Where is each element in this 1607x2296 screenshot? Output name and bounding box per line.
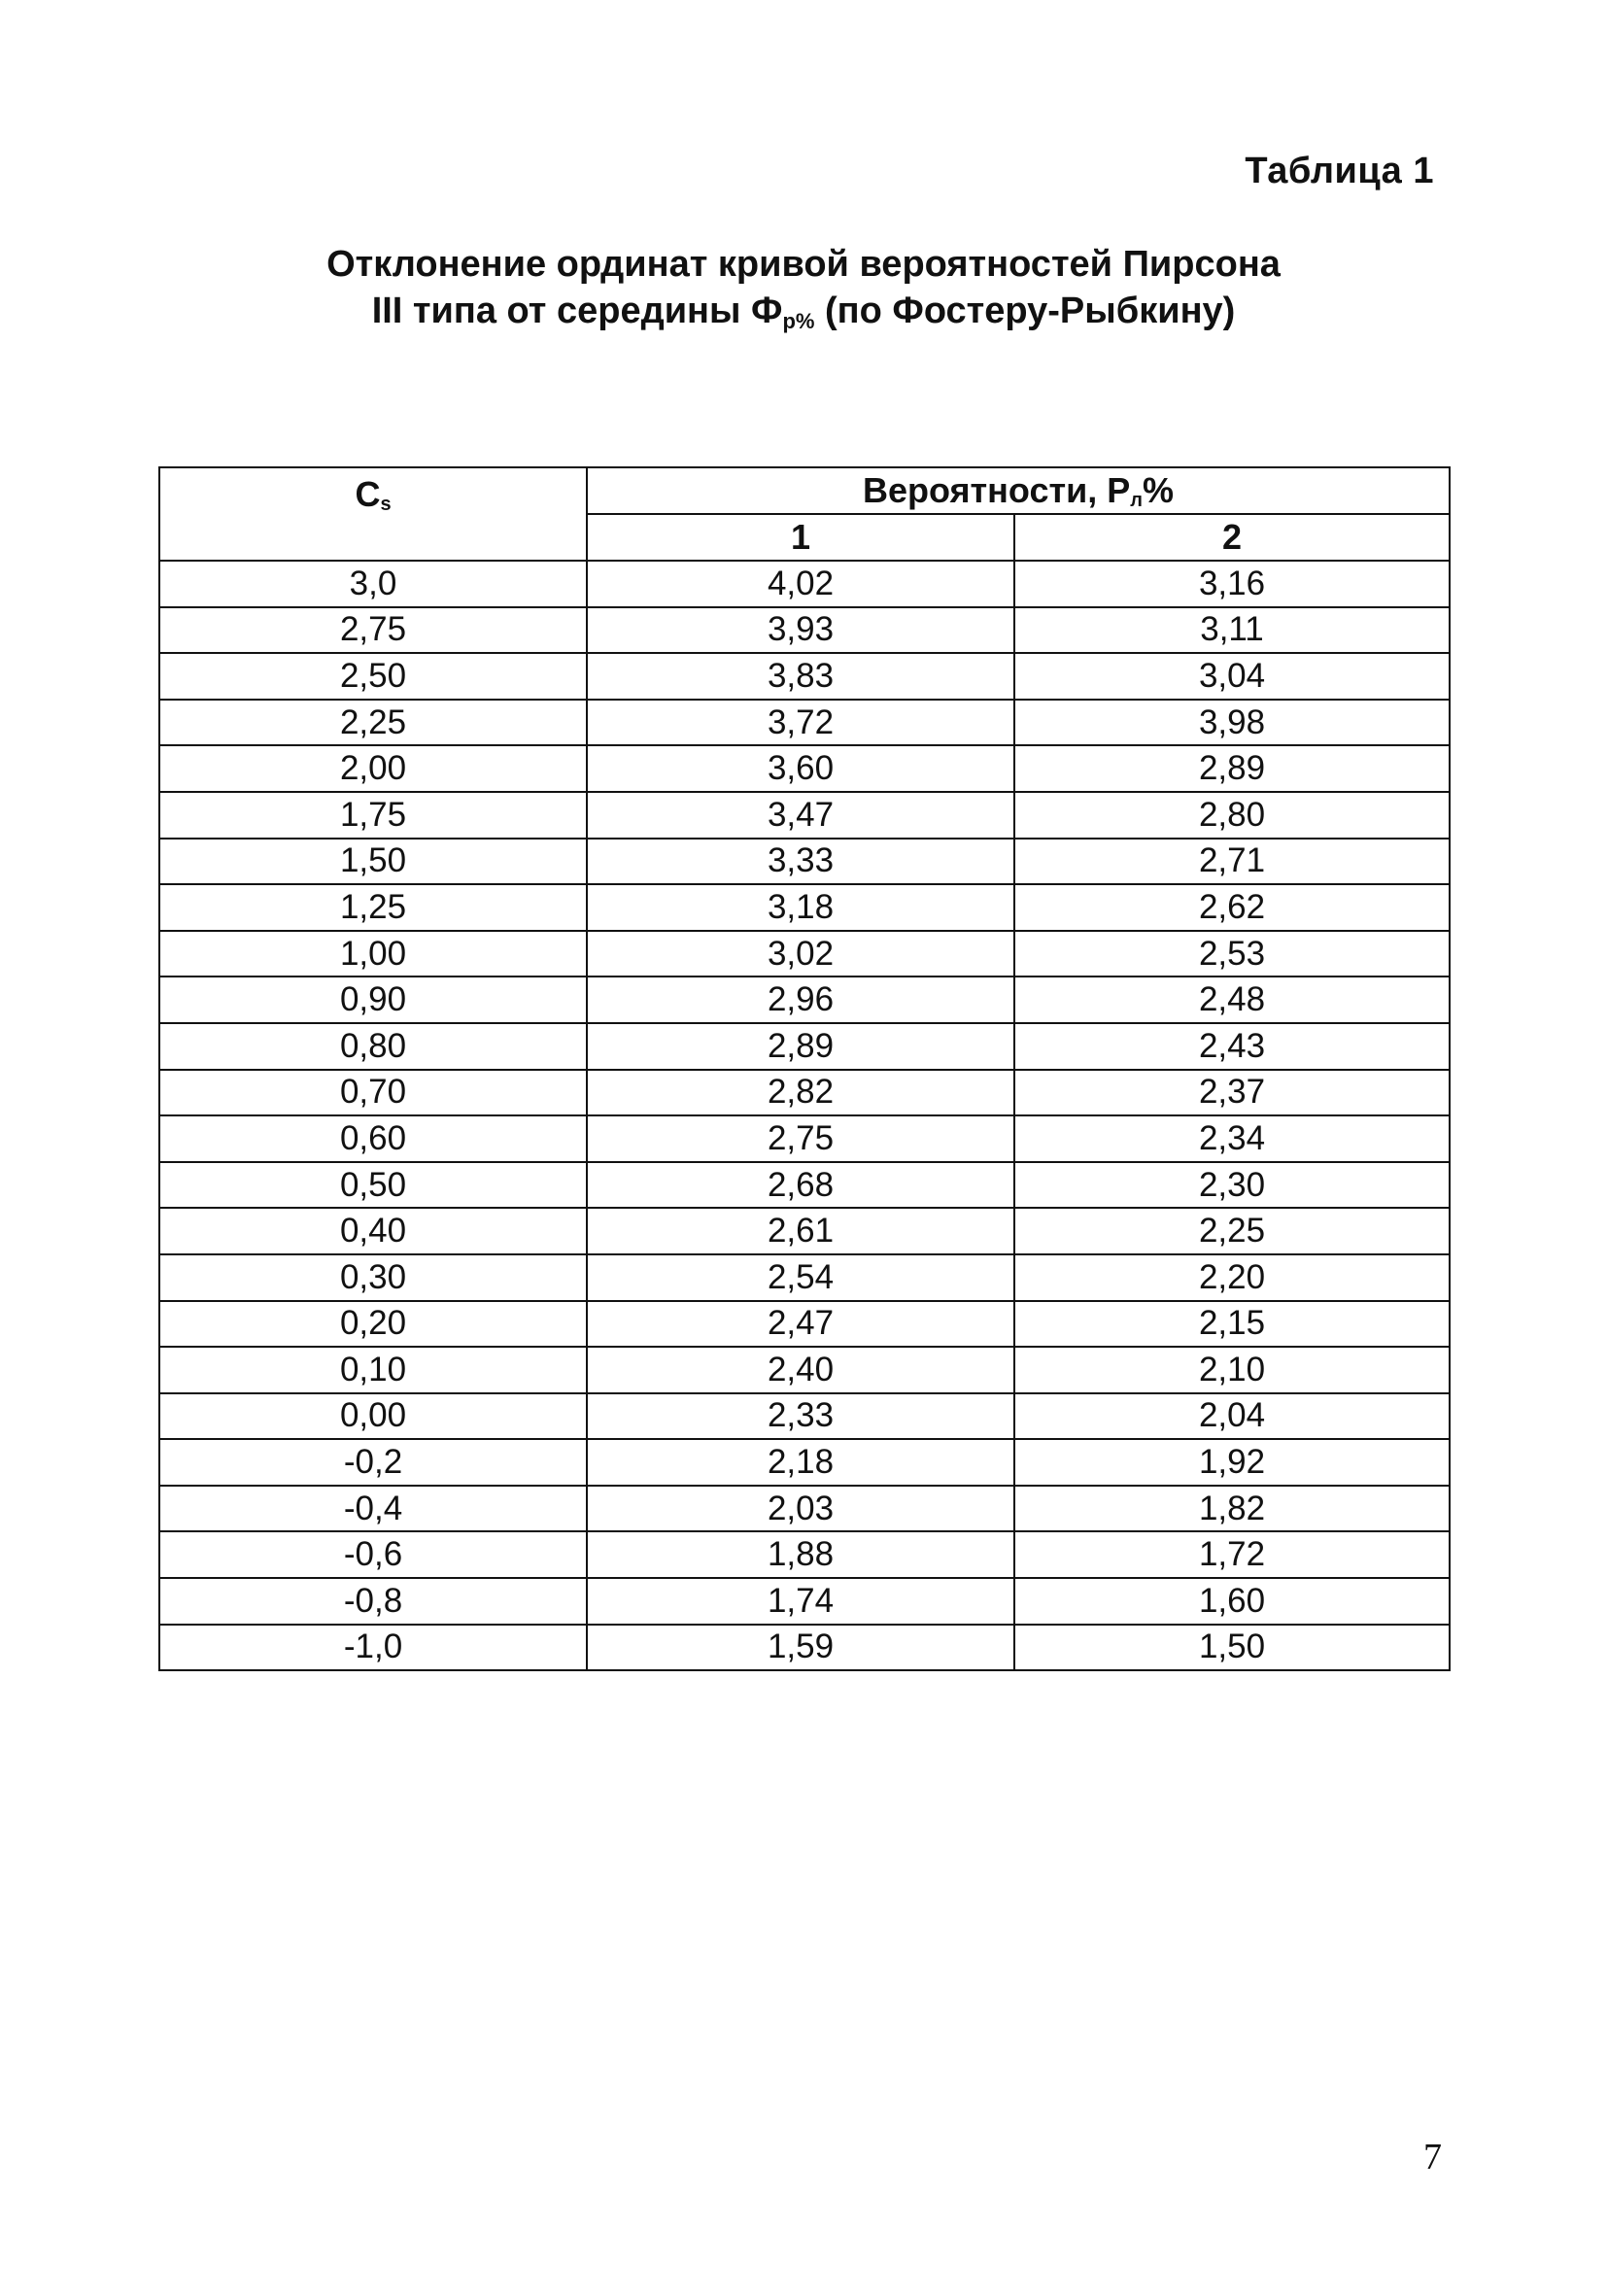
prob-2-cell: 1,72 bbox=[1014, 1531, 1450, 1578]
prob-1-cell: 2,89 bbox=[587, 1023, 1014, 1070]
prob-2-cell: 1,82 bbox=[1014, 1486, 1450, 1532]
table-row bbox=[159, 653, 1450, 700]
prob-1-cell: 3,47 bbox=[587, 792, 1014, 839]
prob-1-cell: 1,88 bbox=[587, 1531, 1014, 1578]
prob-2-cell: 1,92 bbox=[1014, 1439, 1450, 1486]
document-title bbox=[0, 241, 1607, 334]
pearson-deviation-table bbox=[158, 466, 1451, 1671]
cs-cell: 3,0 bbox=[159, 561, 587, 607]
prob-2-cell: 2,04 bbox=[1014, 1393, 1450, 1440]
prob-1-cell: 2,96 bbox=[587, 977, 1014, 1023]
title-phi-subscript: р% bbox=[782, 309, 815, 333]
table-row bbox=[159, 792, 1450, 839]
prob-2-cell: 2,34 bbox=[1014, 1115, 1450, 1162]
cs-cell: 0,40 bbox=[159, 1208, 587, 1254]
table-row bbox=[159, 700, 1450, 746]
table-row bbox=[159, 561, 1450, 607]
table-row bbox=[159, 607, 1450, 654]
prob-2-cell: 2,15 bbox=[1014, 1301, 1450, 1348]
prob-2-cell: 2,10 bbox=[1014, 1347, 1450, 1393]
prob-1-cell: 3,18 bbox=[587, 884, 1014, 931]
cs-cell: 0,90 bbox=[159, 977, 587, 1023]
prob-2-cell: 1,50 bbox=[1014, 1625, 1450, 1671]
prob-1-cell: 2,18 bbox=[587, 1439, 1014, 1486]
table-row bbox=[159, 1301, 1450, 1348]
cs-cell: 0,70 bbox=[159, 1070, 587, 1116]
cs-cell: 2,00 bbox=[159, 745, 587, 792]
table-row bbox=[159, 1115, 1450, 1162]
table-row bbox=[159, 1439, 1450, 1486]
prob-1-cell: 1,59 bbox=[587, 1625, 1014, 1671]
prob-1-cell: 2,54 bbox=[587, 1254, 1014, 1301]
table-row bbox=[159, 745, 1450, 792]
prob-1-cell: 1,74 bbox=[587, 1578, 1014, 1625]
prob-2-cell: 2,43 bbox=[1014, 1023, 1450, 1070]
prob-1-cell: 4,02 bbox=[587, 561, 1014, 607]
cs-cell: -1,0 bbox=[159, 1625, 587, 1671]
table-row bbox=[159, 884, 1450, 931]
prob-1-cell: 3,72 bbox=[587, 700, 1014, 746]
probability-col-2-header: 2 bbox=[1014, 514, 1450, 561]
table-row bbox=[159, 1531, 1450, 1578]
title-line-1: Отклонение ординат кривой вероятностей Пирсона bbox=[326, 244, 1281, 285]
prob-2-cell: 2,48 bbox=[1014, 977, 1450, 1023]
prob-2-cell: 2,80 bbox=[1014, 792, 1450, 839]
cs-cell: 1,75 bbox=[159, 792, 587, 839]
table-row bbox=[159, 1162, 1450, 1209]
cs-cell: 0,50 bbox=[159, 1162, 587, 1209]
prob-1-cell: 2,75 bbox=[587, 1115, 1014, 1162]
title-line-2 bbox=[0, 288, 1607, 334]
table-row bbox=[159, 839, 1450, 885]
prob-1-cell: 3,83 bbox=[587, 653, 1014, 700]
prob-2-cell: 2,71 bbox=[1014, 839, 1450, 885]
table-row bbox=[159, 977, 1450, 1023]
table-row bbox=[159, 1208, 1450, 1254]
prob-1-cell: 2,33 bbox=[587, 1393, 1014, 1440]
prob-1-cell: 2,03 bbox=[587, 1486, 1014, 1532]
prob-1-cell: 2,47 bbox=[587, 1301, 1014, 1348]
table-row bbox=[159, 1578, 1450, 1625]
table-row bbox=[159, 1023, 1450, 1070]
table-label: Таблица 1 bbox=[1245, 151, 1434, 191]
title-line-2-prefix: III типа от середины Ф bbox=[371, 291, 783, 331]
prob-2-cell: 2,25 bbox=[1014, 1208, 1450, 1254]
prob-2-cell: 2,37 bbox=[1014, 1070, 1450, 1116]
prob-2-cell: 2,53 bbox=[1014, 931, 1450, 977]
probability-header: Вероятности, $Р_л\%$ bbox=[587, 467, 1450, 514]
table-row bbox=[159, 1393, 1450, 1440]
cs-cell: 0,30 bbox=[159, 1254, 587, 1301]
cs-column-header: $C_s$ bbox=[159, 467, 587, 561]
prob-1-cell: 2,82 bbox=[587, 1070, 1014, 1116]
prob-2-cell: 1,60 bbox=[1014, 1578, 1450, 1625]
prob-2-cell: 2,30 bbox=[1014, 1162, 1450, 1209]
table-row bbox=[159, 1486, 1450, 1532]
prob-1-cell: 3,02 bbox=[587, 931, 1014, 977]
cs-cell: 2,75 bbox=[159, 607, 587, 654]
cs-cell: 0,60 bbox=[159, 1115, 587, 1162]
prob-1-cell: 2,61 bbox=[587, 1208, 1014, 1254]
prob-2-cell: 3,04 bbox=[1014, 653, 1450, 700]
table-body bbox=[159, 561, 1450, 1670]
cs-cell: -0,2 bbox=[159, 1439, 587, 1486]
probability-col-1-header: 1 bbox=[587, 514, 1014, 561]
table-row bbox=[159, 1625, 1450, 1671]
table-row bbox=[159, 1347, 1450, 1393]
title-line-2-suffix: (по Фостеру-Рыбкину) bbox=[814, 291, 1236, 331]
prob-2-cell: 3,16 bbox=[1014, 561, 1450, 607]
prob-1-cell: 3,93 bbox=[587, 607, 1014, 654]
prob-2-cell: 3,98 bbox=[1014, 700, 1450, 746]
prob-1-cell: 2,40 bbox=[587, 1347, 1014, 1393]
prob-2-cell: 2,89 bbox=[1014, 745, 1450, 792]
prob-2-cell: 2,62 bbox=[1014, 884, 1450, 931]
cs-cell: 0,20 bbox=[159, 1301, 587, 1348]
page-number: 7 bbox=[1423, 2137, 1442, 2177]
cs-cell: 1,50 bbox=[159, 839, 587, 885]
cs-cell: -0,4 bbox=[159, 1486, 587, 1532]
cs-cell: -0,8 bbox=[159, 1578, 587, 1625]
prob-1-cell: 3,33 bbox=[587, 839, 1014, 885]
table-row bbox=[159, 1070, 1450, 1116]
cs-cell: 1,25 bbox=[159, 884, 587, 931]
cs-cell: 0,10 bbox=[159, 1347, 587, 1393]
cs-cell: 2,50 bbox=[159, 653, 587, 700]
table-row bbox=[159, 931, 1450, 977]
table-row bbox=[159, 1254, 1450, 1301]
cs-cell: 1,00 bbox=[159, 931, 587, 977]
prob-1-cell: 3,60 bbox=[587, 745, 1014, 792]
cs-cell: -0,6 bbox=[159, 1531, 587, 1578]
prob-2-cell: 3,11 bbox=[1014, 607, 1450, 654]
cs-cell: 0,00 bbox=[159, 1393, 587, 1440]
prob-2-cell: 2,20 bbox=[1014, 1254, 1450, 1301]
cs-cell: 0,80 bbox=[159, 1023, 587, 1070]
prob-1-cell: 2,68 bbox=[587, 1162, 1014, 1209]
cs-cell: 2,25 bbox=[159, 700, 587, 746]
